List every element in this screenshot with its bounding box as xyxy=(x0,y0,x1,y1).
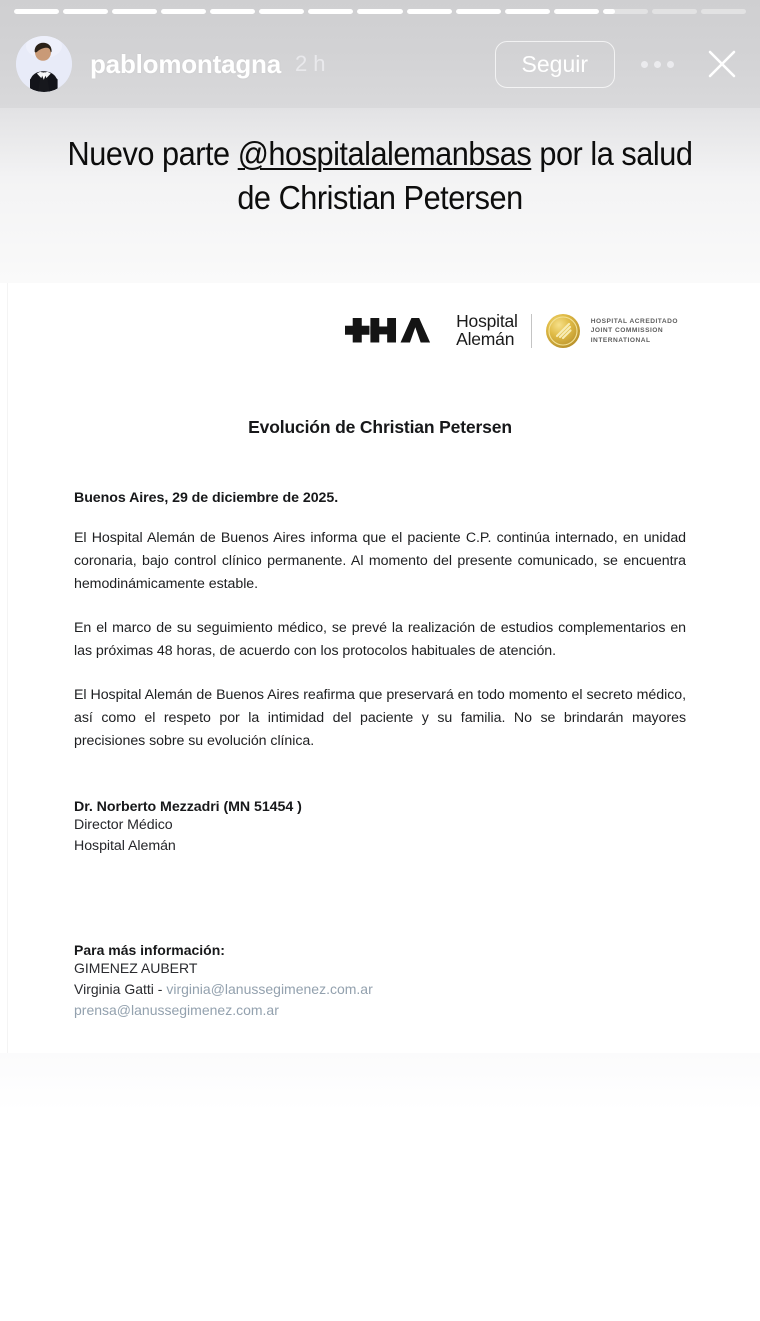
document-paragraph: El Hospital Alemán de Buenos Aires reafirma que preservará en todo momento el secreto médico, así como el respeto por la intimidad del paciente y su familia. No se brindarán mayores precisiones sobre su evolución clínica. xyxy=(74,687,686,749)
accreditation-line-3: INTERNATIONAL xyxy=(590,336,651,344)
hospital-wordmark xyxy=(345,313,518,349)
progress-segment-fill xyxy=(14,9,59,14)
close-icon[interactable] xyxy=(702,44,742,84)
contact-block xyxy=(74,942,686,1020)
contact-organization: GIMENEZ AUBERT xyxy=(74,960,198,977)
document-card[interactable] xyxy=(8,283,752,1053)
dot xyxy=(641,61,648,68)
progress-segment[interactable] xyxy=(259,9,304,14)
caption-before: Nuevo parte xyxy=(67,135,238,172)
caption-after: por la salud de Christian Petersen xyxy=(237,135,693,216)
signatory-institution: Hospital Alemán xyxy=(74,837,176,854)
contact-heading: Para más información: xyxy=(74,942,225,959)
progress-segment-fill xyxy=(357,9,402,14)
accreditation-text xyxy=(591,317,678,345)
progress-segment-fill xyxy=(210,9,255,14)
dot xyxy=(667,61,674,68)
contact-person-email[interactable]: virginia@lanussegimenez.com.ar xyxy=(166,980,373,997)
progress-segment[interactable] xyxy=(161,9,206,14)
story-header-overlay xyxy=(0,0,760,108)
caption-mention-link[interactable]: @hospitalalemanbsas xyxy=(237,135,532,172)
story-caption-area xyxy=(0,108,760,283)
progress-segment[interactable] xyxy=(308,9,353,14)
hospital-name xyxy=(456,313,518,349)
progress-segment[interactable] xyxy=(63,9,108,14)
progress-segment-fill xyxy=(161,9,206,14)
story-caption-text xyxy=(62,132,698,220)
document-body xyxy=(8,283,752,1053)
progress-segment-fill xyxy=(308,9,353,14)
progress-segment-fill xyxy=(456,9,501,14)
progress-segment[interactable] xyxy=(357,9,402,14)
progress-segment[interactable] xyxy=(14,9,59,14)
logo-divider xyxy=(531,314,532,348)
accreditation-line-1: HOSPITAL ACREDITADO xyxy=(590,317,678,325)
signatory-role: Director Médico xyxy=(74,817,173,833)
progress-segment[interactable] xyxy=(652,9,697,14)
progress-segment-fill xyxy=(63,9,108,14)
progress-segment[interactable] xyxy=(505,9,550,14)
progress-segment[interactable] xyxy=(407,9,452,14)
accreditation-line-2: JOINT COMMISSION xyxy=(590,327,664,335)
accreditation-seal-icon xyxy=(545,313,581,349)
progress-segment[interactable] xyxy=(210,9,255,14)
progress-segment-fill xyxy=(505,9,550,14)
progress-segment-fill xyxy=(554,9,599,14)
contact-press-email[interactable]: prensa@lanussegimenez.com.ar xyxy=(74,1001,279,1018)
progress-segment[interactable] xyxy=(456,9,501,14)
more-options-icon[interactable] xyxy=(641,61,674,68)
hospital-name-line2: Alemán xyxy=(456,329,515,349)
follow-button[interactable]: Seguir xyxy=(495,41,615,88)
document-title: Evolución de Christian Petersen xyxy=(248,417,512,437)
progress-segment-fill xyxy=(407,9,452,14)
ha-cross-icon xyxy=(345,315,450,347)
document-paragraph: En el marco de su seguimiento médico, se prevé la realización de estudios complementarios en las próximas 48 horas, de acuerdo con los protocolos habituales de atención. xyxy=(74,620,686,659)
story-header-bar xyxy=(0,22,760,106)
progress-segment[interactable] xyxy=(603,9,648,14)
progress-segment[interactable] xyxy=(554,9,599,14)
username-label[interactable]: pablomontagna xyxy=(90,48,281,79)
signature-block xyxy=(74,799,686,856)
story-bottom-area xyxy=(0,1053,760,1321)
document-paragraph: El Hospital Alemán de Buenos Aires informa que el paciente C.P. continúa internado, en unidad coronaria, bajo control clínico permanente. Al momento del presente comunicado, se encuentra hemodinámicamente estable. xyxy=(74,530,686,592)
dot xyxy=(654,61,661,68)
progress-segment-fill xyxy=(603,9,616,14)
avatar[interactable] xyxy=(16,36,72,92)
contact-person-name: Virginia Gatti - xyxy=(74,980,167,997)
document-date-line: Buenos Aires, 29 de diciembre de 2025. xyxy=(74,490,339,506)
progress-segment-fill xyxy=(112,9,157,14)
signatory-name: Dr. Norberto Mezzadri (MN 51454 ) xyxy=(74,799,302,815)
progress-segment[interactable] xyxy=(112,9,157,14)
progress-segment-fill xyxy=(259,9,304,14)
progress-segment[interactable] xyxy=(701,9,746,14)
story-timestamp: 2 h xyxy=(294,51,326,76)
hospital-logo xyxy=(74,307,686,355)
story-progress-bar[interactable] xyxy=(14,9,746,14)
contact-person xyxy=(74,979,686,1000)
hospital-name-line1: Hospital xyxy=(456,311,518,332)
